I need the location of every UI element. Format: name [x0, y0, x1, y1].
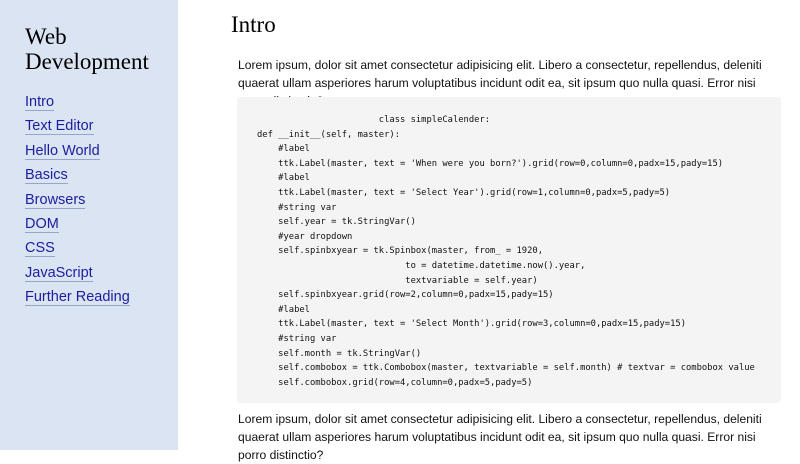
- sidebar-nav: [25, 92, 178, 312]
- sidebar-item-basics: [25, 165, 178, 189]
- intro-paragraph: Lorem ipsum, dolor sit amet consectetur adipisicing elit. Libero a consectetur, repellendus, deleniti quaerat ullam asperiores harum voluptatibus incidunt odit ea, sit ipsum quo nulla quasi. Error nisi: [238, 58, 762, 90]
- nav-link-browsers[interactable]: Browsers: [25, 191, 86, 208]
- sidebar-item-text-editor: [25, 116, 178, 140]
- sidebar-item-further-reading: [25, 287, 178, 311]
- code-block: [237, 97, 781, 403]
- sidebar-item-dom: [25, 214, 178, 238]
- sidebar: [0, 0, 178, 450]
- nav-link-dom[interactable]: DOM: [25, 215, 59, 232]
- nav-link-text-editor[interactable]: Text Editor: [25, 118, 94, 135]
- second-paragraph: Lorem ipsum, dolor sit amet consectetur adipisicing elit. Libero a consectetur, repellendus, deleniti quaerat ullam asperiores harum voluptatibus incidunt odit ea, sit ipsum quo nulla quasi. Error nisi porro distinctio?: [238, 412, 762, 462]
- nav-link-css[interactable]: CSS: [25, 240, 55, 257]
- sidebar-title: Web Development: [25, 24, 149, 74]
- main-content: [178, 0, 800, 462]
- sidebar-item-javascript: [25, 263, 178, 287]
- nav-link-basics[interactable]: Basics: [25, 167, 68, 184]
- nav-link-further-reading[interactable]: Further Reading: [25, 289, 130, 306]
- sidebar-item-css: [25, 238, 178, 262]
- sidebar-item-hello-world: [25, 141, 178, 165]
- page-title: Intro: [231, 12, 276, 37]
- nav-link-intro[interactable]: Intro: [25, 94, 55, 110]
- sidebar-item-browsers: [25, 190, 178, 214]
- sidebar-item-intro: [25, 92, 178, 116]
- nav-link-javascript[interactable]: JavaScript: [25, 264, 93, 281]
- nav-link-hello-world[interactable]: Hello World: [25, 142, 100, 159]
- code-snippet: class simpleCalender: def __init__(self, master): #label ttk.Label(master, text = 'When were you born?').grid(row=0,column=0,padx=15,pady=15) #label ttk.Label(master, text = 'Select Year').grid(row=1,column=0,padx=5,pady=5) #string var self.year = tk.StringVar() #year dropdown self.spinbxyear = tk.Spinbox(master, from_ = 1920, to = datetime.datetime.now().year, textvariable = self.year) self.spinbxyear.grid(row=2,column=0,padx=15,pady=15) #label ttk.Label(master, text = 'Select Month').grid(row=3,column=0,padx=15,pady=15) #string var self.month = tk.StringVar() self.combobox = ttk.Combobox(master, textvariable = self.month) # textvar = combobox value self.combobox.grid(row=4,column=0,padx=5,pady=5): [257, 115, 755, 388]
